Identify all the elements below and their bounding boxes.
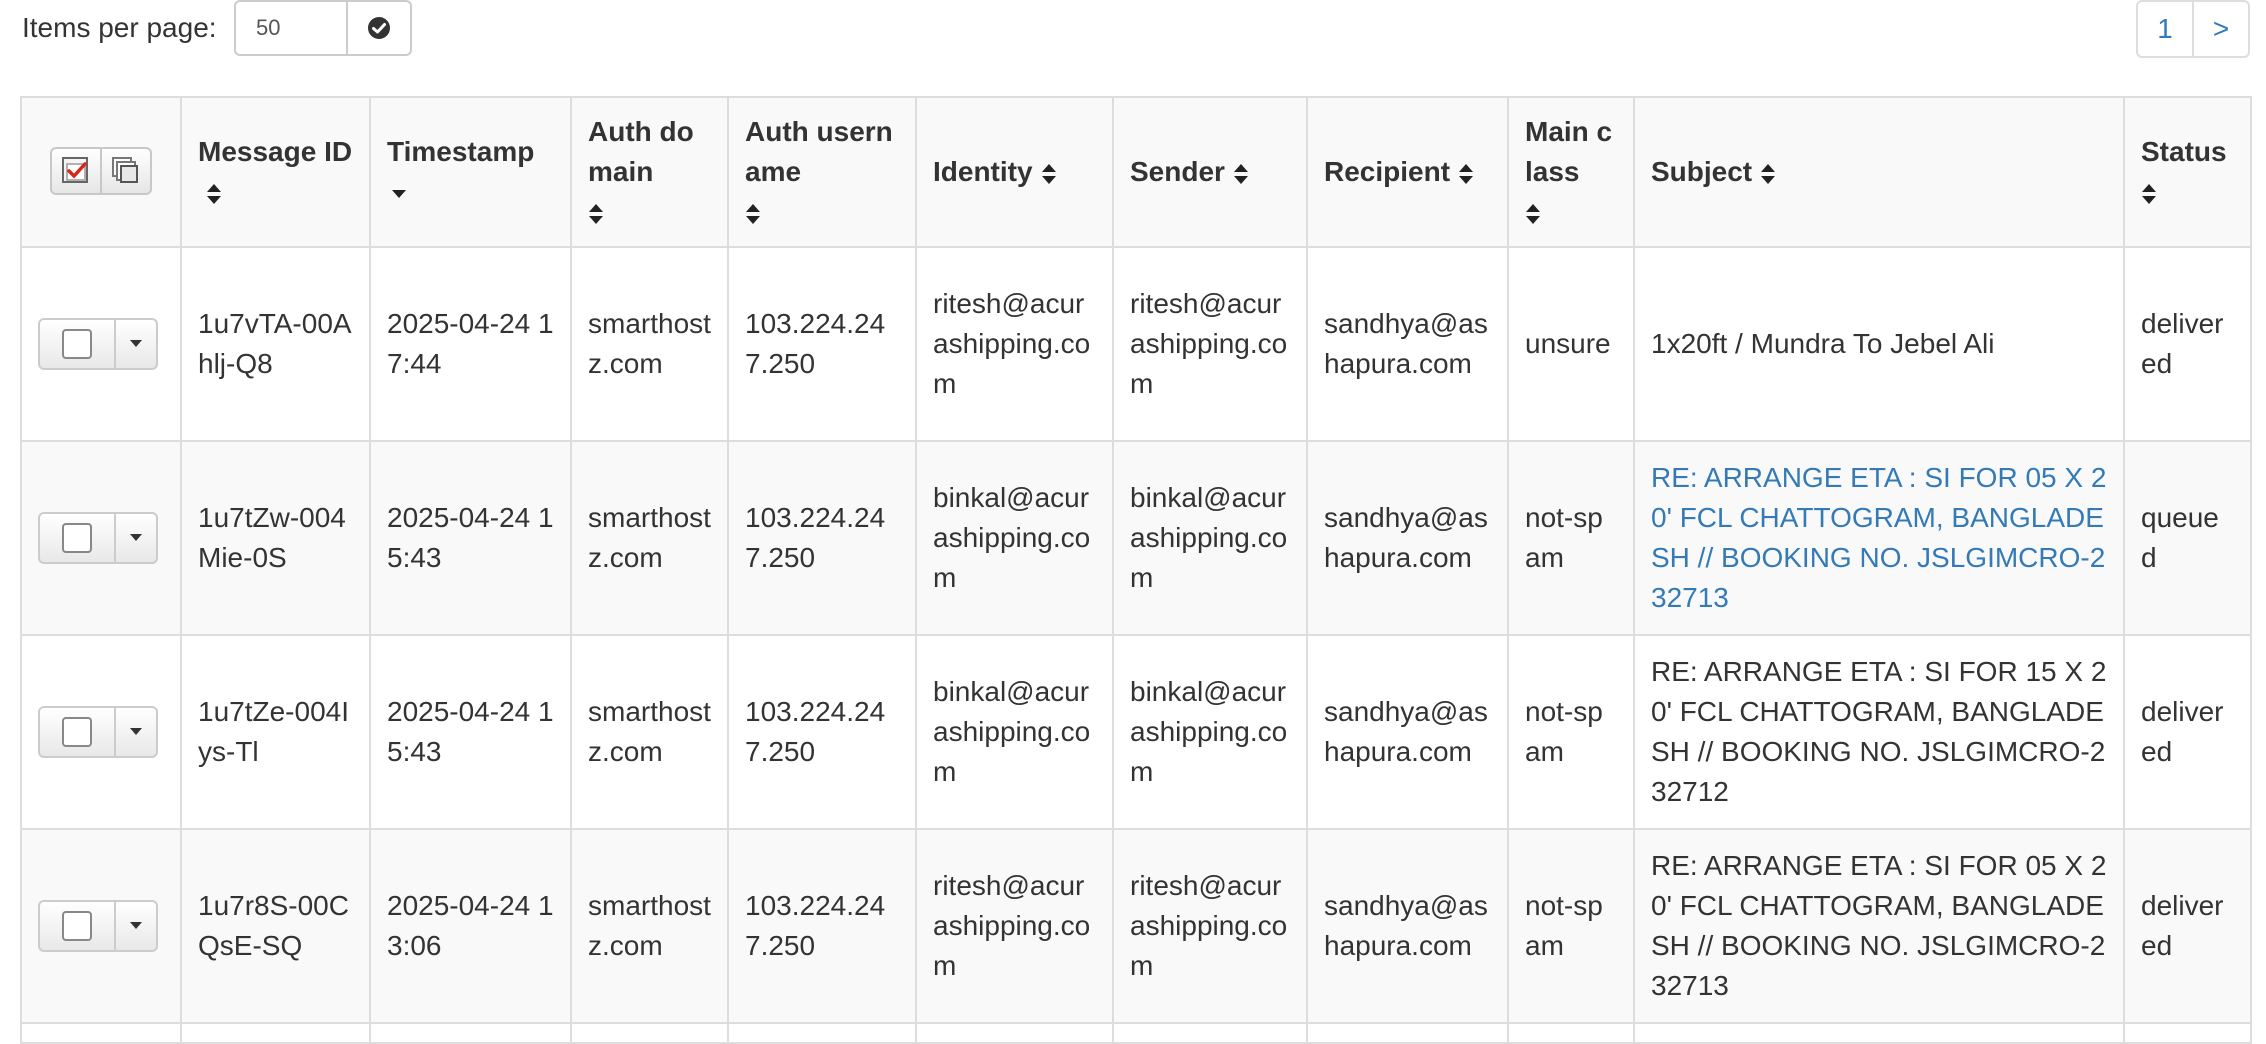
cell-subject[interactable]: RE: ARRANGE ETA : SI FOR 05 X 20' FCL CHATTOGRAM, BANGLADESH // BOOKING NO. JSLGIMCRO-232713 [1634, 829, 2124, 1023]
table-row-partial [21, 1023, 2251, 1043]
select-all-button[interactable] [52, 149, 100, 193]
column-header-main-class[interactable] [1508, 97, 1634, 247]
partial-cell [21, 1023, 181, 1043]
column-header-message-id[interactable] [181, 97, 370, 247]
sort-icon [206, 182, 222, 206]
sort-desc-icon [391, 188, 407, 200]
row-checkbox[interactable] [40, 514, 114, 562]
cell-subject[interactable]: RE: ARRANGE ETA : SI FOR 15 X 20' FCL CHATTOGRAM, BANGLADESH // BOOKING NO. JSLGIMCRO-232712 [1634, 635, 2124, 829]
sort-icon [2141, 182, 2157, 206]
partial-cell [1634, 1023, 2124, 1043]
row-select-group [38, 706, 158, 758]
cell-sender: ritesh@acurashipping.com [1113, 829, 1307, 1023]
cell-recipient: sandhya@ashapura.com [1307, 635, 1508, 829]
column-header-identity[interactable] [916, 97, 1113, 247]
cell-message-id[interactable]: 1u7r8S-00CQsE-SQ [181, 829, 370, 1023]
column-header-subject[interactable] [1634, 97, 2124, 247]
cell-status: delivered [2124, 247, 2251, 441]
cell-sender: binkal@acurashipping.com [1113, 441, 1307, 635]
row-select-group [38, 512, 158, 564]
cell-message-id[interactable]: 1u7tZe-004Iys-Tl [181, 635, 370, 829]
checkbox-box [62, 523, 92, 553]
column-label: Recipient [1324, 156, 1451, 187]
cell-recipient: sandhya@ashapura.com [1307, 441, 1508, 635]
row-select-group [38, 900, 158, 952]
column-label: Subject [1651, 156, 1753, 187]
multi-select-button[interactable] [100, 149, 150, 193]
sort-icon [1041, 162, 1057, 186]
row-select-cell [21, 441, 181, 635]
row-select-cell [21, 829, 181, 1023]
stacked-pages-icon [111, 156, 141, 186]
column-label: Sender [1130, 156, 1225, 187]
items-per-page-label: Items per page: [22, 12, 217, 43]
cell-identity: ritesh@acurashipping.com [916, 829, 1113, 1023]
messages-table [20, 96, 2252, 1044]
sort-icon [1233, 162, 1249, 186]
cell-main-class: not-spam [1508, 829, 1634, 1023]
cell-recipient: sandhya@ashapura.com [1307, 247, 1508, 441]
caret-down-icon [129, 339, 143, 349]
table-row[interactable] [21, 247, 2251, 441]
cell-message-id[interactable]: 1u7vTA-00Ahlj-Q8 [181, 247, 370, 441]
cell-auth-username: 103.224.247.250 [728, 441, 916, 635]
cell-auth-domain: smarthostz.com [571, 441, 728, 635]
row-actions-dropdown[interactable] [114, 320, 156, 368]
cell-sender: ritesh@acurashipping.com [1113, 247, 1307, 441]
partial-cell [728, 1023, 916, 1043]
page-1-link[interactable]: 1 [2136, 0, 2194, 58]
column-header-status[interactable] [2124, 97, 2251, 247]
sort-icon [1525, 202, 1541, 226]
checkbox-box [62, 329, 92, 359]
column-header-recipient[interactable] [1307, 97, 1508, 247]
cell-subject-hovered[interactable]: RE: ARRANGE ETA : SI FOR 05 X 20' FCL CHATTOGRAM, BANGLADESH // BOOKING NO. JSLGIMCRO-232713 [1634, 441, 2124, 635]
cell-timestamp: 2025-04-24 17:44 [370, 247, 571, 441]
cell-status: queued [2124, 441, 2251, 635]
cell-auth-domain: smarthostz.com [571, 247, 728, 441]
cell-message-id[interactable]: 1u7tZw-004Mie-0S [181, 441, 370, 635]
column-header-sender[interactable] [1113, 97, 1307, 247]
table-header-row [21, 97, 2251, 247]
row-select-group [38, 318, 158, 370]
table-row[interactable] [21, 829, 2251, 1023]
sort-icon [1760, 162, 1776, 186]
column-header-auth-username[interactable] [728, 97, 916, 247]
cell-identity: ritesh@acurashipping.com [916, 247, 1113, 441]
cell-timestamp: 2025-04-24 15:43 [370, 635, 571, 829]
cell-status: delivered [2124, 635, 2251, 829]
partial-cell [1113, 1023, 1307, 1043]
partial-cell [916, 1023, 1113, 1043]
partial-cell [571, 1023, 728, 1043]
pager [2136, 0, 2250, 58]
column-label: Auth username [745, 116, 893, 187]
cell-auth-username: 103.224.247.250 [728, 247, 916, 441]
column-label: Identity [933, 156, 1033, 187]
check-circle-icon [367, 16, 391, 40]
checkbox-box [62, 911, 92, 941]
cell-identity: binkal@acurashipping.com [916, 441, 1113, 635]
cell-status: delivered [2124, 829, 2251, 1023]
cell-recipient: sandhya@ashapura.com [1307, 829, 1508, 1023]
column-label: Message ID [198, 136, 353, 167]
pagination-top [0, 0, 2266, 58]
row-checkbox[interactable] [40, 902, 114, 950]
caret-down-icon [129, 921, 143, 931]
cell-main-class: not-spam [1508, 441, 1634, 635]
row-actions-dropdown[interactable] [114, 902, 156, 950]
bulk-select-header [21, 97, 181, 247]
partial-cell [1508, 1023, 1634, 1043]
row-checkbox[interactable] [40, 320, 114, 368]
column-label: Main class [1525, 116, 1613, 187]
table-row[interactable] [21, 635, 2251, 829]
partial-cell [370, 1023, 571, 1043]
sort-icon [745, 202, 761, 226]
column-header-timestamp[interactable] [370, 97, 571, 247]
items-per-page-group [234, 0, 412, 56]
column-header-auth-domain[interactable] [571, 97, 728, 247]
apply-items-per-page-button[interactable] [346, 0, 412, 56]
cell-sender: binkal@acurashipping.com [1113, 635, 1307, 829]
bulk-select-group [50, 147, 152, 195]
cell-identity: binkal@acurashipping.com [916, 635, 1113, 829]
caret-down-icon [129, 533, 143, 543]
caret-down-icon [129, 727, 143, 737]
sort-icon [1458, 162, 1474, 186]
row-actions-dropdown[interactable] [114, 514, 156, 562]
row-select-cell [21, 635, 181, 829]
column-label: Auth domain [588, 116, 694, 187]
cell-timestamp: 2025-04-24 13:06 [370, 829, 571, 1023]
table-row[interactable] [21, 441, 2251, 635]
partial-cell [181, 1023, 370, 1043]
row-checkbox[interactable] [40, 708, 114, 756]
checkbox-box [62, 717, 92, 747]
next-page-link[interactable]: > [2194, 0, 2250, 58]
row-actions-dropdown[interactable] [114, 708, 156, 756]
cell-main-class: unsure [1508, 247, 1634, 441]
cell-timestamp: 2025-04-24 15:43 [370, 441, 571, 635]
column-label: Timestamp [387, 136, 535, 167]
column-label: Status [2141, 136, 2227, 167]
partial-cell [1307, 1023, 1508, 1043]
checked-box-icon [61, 156, 91, 186]
cell-auth-username: 103.224.247.250 [728, 829, 916, 1023]
sort-icon [588, 202, 604, 226]
partial-cell [2124, 1023, 2251, 1043]
cell-subject[interactable]: 1x20ft / Mundra To Jebel Ali [1634, 247, 2124, 441]
cell-auth-domain: smarthostz.com [571, 829, 728, 1023]
cell-auth-domain: smarthostz.com [571, 635, 728, 829]
row-select-cell [21, 247, 181, 441]
cell-auth-username: 103.224.247.250 [728, 635, 916, 829]
items-per-page-input[interactable] [234, 0, 346, 56]
cell-main-class: not-spam [1508, 635, 1634, 829]
